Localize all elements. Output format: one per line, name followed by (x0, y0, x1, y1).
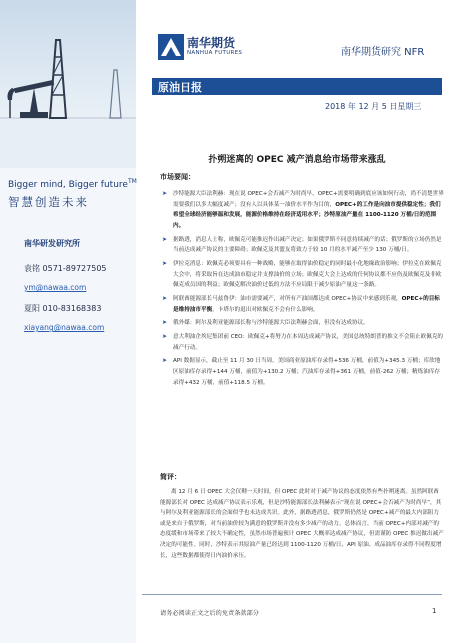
page-number: 1 (432, 607, 437, 615)
analyst-section-title: 南华研发研究所 (24, 239, 80, 248)
news-bullet: ➤ API 数据显示，截止至 11 月 30 日当周，美国商业原油库存录得+536 万桶，前值为+345.3 万桶；库欣地区原油库存录得+144 万桶，前值为+130.2 万桶；汽油库存录得+361 万桶，前值-262 万桶；精炼油库存录得+432 万桶，前值+118.5 万桶。 (162, 357, 441, 386)
bullet-arrow-icon: ➤ (162, 294, 168, 302)
analyst-1-email[interactable]: ym@nawaa.com (24, 283, 87, 292)
pumpjack-icon (0, 0, 136, 168)
news-bullet: ➤ 阿联酋能源部长马兹鲁伊：油市需要减产，对所有产油国都达成 OPEC+协议中来感到乐观，OPEC+的目标是维持油市平衡，卡塔尔的退出对欧佩克不会有什么影响。 (162, 294, 440, 313)
logo-chinese-text: 南华期货 (187, 36, 236, 50)
news-bullet: ➤ 据路透，消息人士称，欧佩克可能推迟作出减产决定；如果俄罗斯不同意持续减产的话；俄罗斯的立场仍然是当前达成减产协议的主要障碍；欧佩克及其盟友将致力于较 10 月的水平减产至少 130 万桶/日。 (162, 235, 442, 254)
bullet-arrow-icon: ➤ (162, 333, 168, 341)
news-bullet: ➤ 伊拉克消息：欧佩克必须要具有一种战略，能够在取得油价稳定的同时最小化地缘政治影响；伊拉克在欧佩克大会中，将采取旨在达成油市稳定并支撑油价的立场；欧佩克大会上达成的任何协议都不应伤及欧佩克及非欧佩克成员国的利益；欧佩克解决油价过低的方法不应局限于减少原油产量这一条路。 (162, 259, 442, 289)
nanhua-logo-icon (158, 34, 184, 60)
bullet-arrow-icon: ➤ (162, 259, 168, 267)
news-bullet: ➤ 沙特能源大臣法利赫：现在说 OPEC+会否减产为时尚早，OPEC+需要明确到底应该如何行动，尚不清楚世界需要我们以多大幅度减产；没有人以具体某一油价水平作为目的，OPEC+的工作是向油市提供稳定性；我们希望全球经济能够温和发展，能源价格维持在经济适用水平；沙特原油产量在 1100-1120 万桶/日的范围内。 (162, 190, 444, 229)
news-bullet-list (162, 189, 444, 391)
bullet-arrow-icon: ➤ (162, 235, 168, 243)
article-title: 扑朔迷离的 OPEC 减产消息给市场带来涨乱 (208, 155, 386, 165)
company-logo (158, 33, 243, 63)
comment-paragraph: 离 12 月 6 日 OPEC 大会仅剩一天时间，但 OPEC 此时对于减产协议的态度依然有些扑朔迷离。虽然阿联酋能源部长对 OPEC 达成减产协议表示乐观，但是沙特能源部长法利赫表示“现在说 OPEC+会否减产为时尚早”，其与阿尔及利亚能源部长的会面似乎也未达成共识。此外，据路透消息，俄罗斯仍然是 OPEC+减产的最大内部阻力或是来自于俄罗斯，对当前油价较为满意的俄罗斯并没有多少减产的动力。总体而言，当前 OPEC+内部对减产的态度缓和市场带来了较大不确定性，虽然市场普遍预计 OPEC 大概率达成减产协议，但需谨防 OPEC 推迟做出减产决定的可能性。同时，沙特表示其原油产量已经达到 1100-1120 万桶/日，API 原油、成品油库存录得不同程度增长，这些数据都使得日内油价承压。 (160, 489, 444, 559)
slogan-chinese: 智慧创造未来 (8, 195, 89, 209)
slogan-english: Bigger mind, Bigger future™ (8, 178, 137, 190)
oil-derrick-illustration (0, 0, 136, 168)
report-date: 2018 年 12 月 5 日星期三 (325, 102, 422, 111)
comment-heading: 简评： (160, 473, 181, 481)
footer-disclaimer: 请务必阅读正文之后的免责条款部分 (160, 610, 259, 617)
market-news-heading: 市场要闻： (160, 173, 195, 181)
bullet-arrow-icon: ➤ (162, 357, 168, 365)
analyst-2-email[interactable]: xiayang@nawaa.com (24, 323, 105, 332)
bullet-arrow-icon: ➤ (162, 190, 168, 197)
report-type: 原油日报 (158, 81, 202, 94)
footer-divider (142, 594, 442, 595)
sidebar (0, 0, 136, 643)
logo-english-text: NANHUA FUTURES (187, 50, 243, 56)
analyst-2-phone: 夏阳 010-83168383 (24, 304, 102, 313)
slogan (8, 178, 137, 210)
report-type-band (152, 78, 442, 95)
news-bullet: ➤ 意大利油企埃尼集团前 CEO：欧佩克+将努力在本周达成减产协议，美国总统特朗普的推文不会阻止欧佩克的减产行动。 (162, 333, 444, 351)
research-series-title: 南华期货研究 NFR (341, 47, 425, 58)
bullet-arrow-icon: ➤ (162, 319, 168, 327)
news-bullet: ➤ 俄外媒：阿尔及利亚能源部长称与沙特能源大臣法利赫会面，但没有达成协议。 (162, 318, 444, 329)
analyst-1-phone: 袁铭 0571-89727505 (24, 264, 107, 273)
